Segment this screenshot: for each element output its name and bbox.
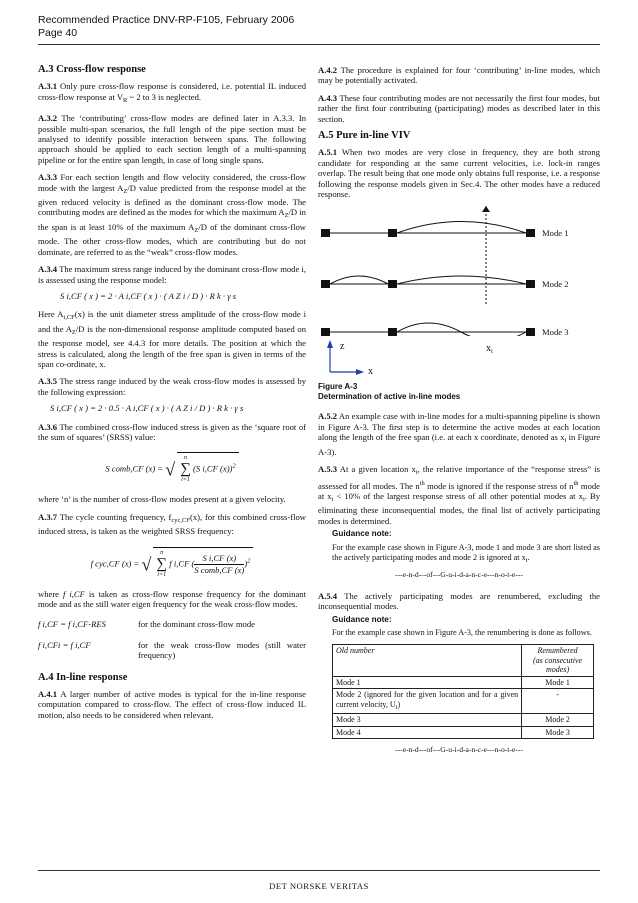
header-rule <box>38 44 600 45</box>
renumbering-table <box>332 644 594 739</box>
para-a33: A.3.3 For each section length and flow velocity considered, the cross-flow mode with the largest $A_Z/D$ value predicted from the response model at the given reduced velocity is defined as the dominant cross-flow mode. The contributing modes are defined as the modes for which the maximum $A_Z/D$ in the span is at least 10% of the maximum $A_Z/D$ of the dominant cross-flow mode. The other cross-flow modes, which are contributing but do not dominate, are referred to as the “weak” cross-flow modes. <box>38 172 306 257</box>
mode1-shape <box>397 222 526 234</box>
right-column <box>318 65 600 766</box>
page-footer: DET NORSKE VERITAS <box>269 881 369 891</box>
header-page-number: Page 40 <box>38 27 78 39</box>
guidance-note-2-text: For the example case shown in Figure A-3, the renumbering is done as follows. <box>332 627 592 637</box>
para-a41: A.4.1 A larger number of active modes is typical for the in-line response computation compared to cross-flow. The effect of cross-flow induced IL motion, also needs to be considered when relevant. <box>38 689 306 720</box>
mode1-support-left <box>321 229 330 237</box>
figure-a3-diagram <box>318 206 600 336</box>
mode1-support-right <box>526 229 535 237</box>
mode2-support-left <box>321 280 330 288</box>
para-a42: A.4.2 The procedure is explained for four ‘contributing’ in-line modes, which may be potentially activated. <box>318 65 600 86</box>
figure-title: Determination of active in-line modes <box>318 391 461 401</box>
guidance-note-1 <box>332 529 600 566</box>
axes-svg <box>318 340 600 382</box>
x-axis-arrow-icon <box>356 369 364 375</box>
mode3-support-left <box>321 328 330 336</box>
mode-2-label: Mode 2 <box>542 279 569 290</box>
page-header <box>38 14 294 40</box>
mode2-support-mid <box>388 280 397 288</box>
guidance-note-1-title: Guidance note: <box>332 529 392 539</box>
table-header-new: Renumbered (as consecutive modes) <box>522 645 594 677</box>
guidance-note-2 <box>332 615 600 639</box>
frequency-definitions <box>38 619 306 660</box>
def-lhs-dominant: f i,CF = f i,CF-RES <box>38 619 106 630</box>
footer-rule <box>38 870 600 871</box>
equation-3: S comb,CF (x) = √ n ∑ i=1 (S i,CF (x))$^2$ <box>38 452 306 484</box>
table-row: Mode 3 Mode 2 <box>333 714 594 727</box>
para-a54: A.5.4 The actively participating modes are renumbered, excluding the inconsequential modes. <box>318 590 600 612</box>
equation-1: S i,CF ( x ) = 2 · A i,CF ( x ) · ( A Z i / D ) · R k · γ s <box>60 290 237 301</box>
def-lhs-weak: f i,CFi = f i,CF <box>38 639 91 650</box>
def-rhs-weak: for the weak cross-flow modes (still water frequency) <box>138 639 306 661</box>
mode-shapes-svg <box>318 206 600 336</box>
para-a37: A.3.7 The cycle counting frequency, $f_{cyc,CF}(x)$, for this combined cross-flow induced stress, is taken as the weighted SRSS frequency: <box>38 511 306 537</box>
left-column <box>38 65 306 727</box>
mode-1-label: Mode 1 <box>542 228 569 239</box>
figure-a3-axes <box>318 340 600 382</box>
mode2-support-right <box>526 280 535 288</box>
def-rhs-dominant: for the dominant cross-flow mode <box>138 619 255 630</box>
mode3-shape <box>397 323 526 336</box>
header-doc-title: Recommended Practice DNV-RP-F105, February 2006 <box>38 14 295 26</box>
mode2-shape-left <box>330 276 388 284</box>
figure-caption <box>318 382 600 401</box>
xi-arrow-icon <box>482 206 490 212</box>
section-a5-title: A.5 Pure in-line VIV <box>318 130 411 142</box>
z-axis-arrow-icon <box>327 340 333 348</box>
para-a52: A.5.2 An example case with in-line modes for a multi-spanning pipeline is shown in Figure A-3. The first step is to determine the active modes at each location along the length of the free span (i.e. at each x coordinate, denoted as $x_i$ in Figure A-3). <box>318 411 601 457</box>
para-a34-explain: Here $A_{i,CF}(x)$ is the unit diameter stress amplitude of the cross-flow mode i and the $A_Z/D$ is the non-dimensional response amplitude computed based on the response model, see 4.4.3 for more details. The position at which the stress is calculated, along the length of the free span is given in terms of the span co-ordinate, x. <box>38 309 306 369</box>
guidance-note-1-end: ---e-n-d---of---G-u-i-d-a-n-c-e---n-o-t-e--- <box>395 570 523 580</box>
para-a51: A.5.1 When two modes are very close in frequency, they are both strong candidate for responding at the same current velocities, i.e. lock-in ranges overlap. The result being that one mode only obtains full response, i.e. a response following the response models given in Sec.4. The other modes have a reduced response. <box>318 147 600 200</box>
table-row: Mode 4 Mode 3 <box>333 726 594 739</box>
guidance-note-2-title: Guidance note: <box>332 614 392 624</box>
figure-number: Figure A-3 <box>318 382 358 392</box>
mode1-support-mid <box>388 229 397 237</box>
para-a53: A.5.3 At a given location $x_i$, the relative importance of the “response stress” is assessed for all modes. The $n^{th}$ mode is ignored if the response stress of $n^{th}$ mode at $x_i < 10\%$ of the largest response stress of all other potential modes at $x_i$. By eliminating these inconsequential modes, the final list of actively participating modes is determined. <box>318 464 600 526</box>
para-a37-after: where f i,CF is taken as cross-flow response frequency for the dominant mode and as the still water eigen frequency for the weak cross-flow modes. <box>38 588 306 609</box>
para-a35: A.3.5 The stress range induced by the weak cross-flow modes is assessed by the following expression: <box>38 376 306 397</box>
para-a32: A.3.2 The ‘contributing’ cross-flow modes are defined later in A.3.3. In possible multi-span scenarios, the full length of the pipe section must be analysed to identify possible interaction between spans. The following approach should be applied to each section length of a multi-spanning pipeline or for the entire span length, in case of long single spans. <box>38 113 306 165</box>
table-header-row <box>333 645 594 677</box>
para-a31: A.3.1 Only pure cross-flow response is considered, i.e. potential IL induced cross-flow response at $V_R$ ~ 2 to 3 is neglected. <box>38 81 306 104</box>
xi-label: $x_i$ <box>486 343 493 356</box>
z-axis-label: z <box>340 341 345 353</box>
para-a36-after: where ‘n’ is the number of cross-flow modes present at a given velocity. <box>38 494 286 505</box>
x-axis-label: x <box>368 366 373 378</box>
para-a34: A.3.4 The maximum stress range induced by the dominant cross-flow mode i, is assessed using the response model: <box>38 264 306 285</box>
section-a3-title: A.3 Cross-flow response <box>38 64 146 75</box>
equation-4: f cyc,CF (x) = √ n ∑ i=1 f i,CF ( $\frac{\text{S i,CF (x)}}{\text{S comb,CF (x)}}$ )$^2$ <box>38 547 306 579</box>
table-row: Mode 2 (ignored for the given location and for a given current velocity, $U_i$) - <box>333 689 594 714</box>
table-row: Mode 1 Mode 1 <box>333 676 594 689</box>
guidance-note-1-text: For the example case shown in Figure A-3, mode 1 and mode 3 are short listed as the actively participating modes and mode 2 is ignored at $x_i$. <box>332 542 600 564</box>
mode3-support-right <box>526 328 535 336</box>
mode2-shape-right <box>397 276 526 284</box>
equation-2: S i,CF ( x ) = 2 · 0.5 · A i,CF ( x ) · ( A Z i / D ) · R k · γ s <box>50 403 244 414</box>
guidance-note-2-end: ---e-n-d---of---G-u-i-d-a-n-c-e---n-o-t-e--- <box>395 745 523 755</box>
para-a43: A.4.3 These four contributing modes are not necessarily the first four modes, but rather the first four contributing (participating) modes as described later in this section. <box>318 92 600 124</box>
section-a4-title: A.4 In-line response <box>38 671 128 683</box>
para-a36: A.3.6 The combined cross-flow induced stress is given as the ‘square root of the sum of squares’ (SRSS) value: <box>38 421 306 442</box>
mode-3-label: Mode 3 <box>542 327 569 338</box>
table-header-old: Old number <box>333 645 522 677</box>
mode3-support-mid <box>388 328 397 336</box>
